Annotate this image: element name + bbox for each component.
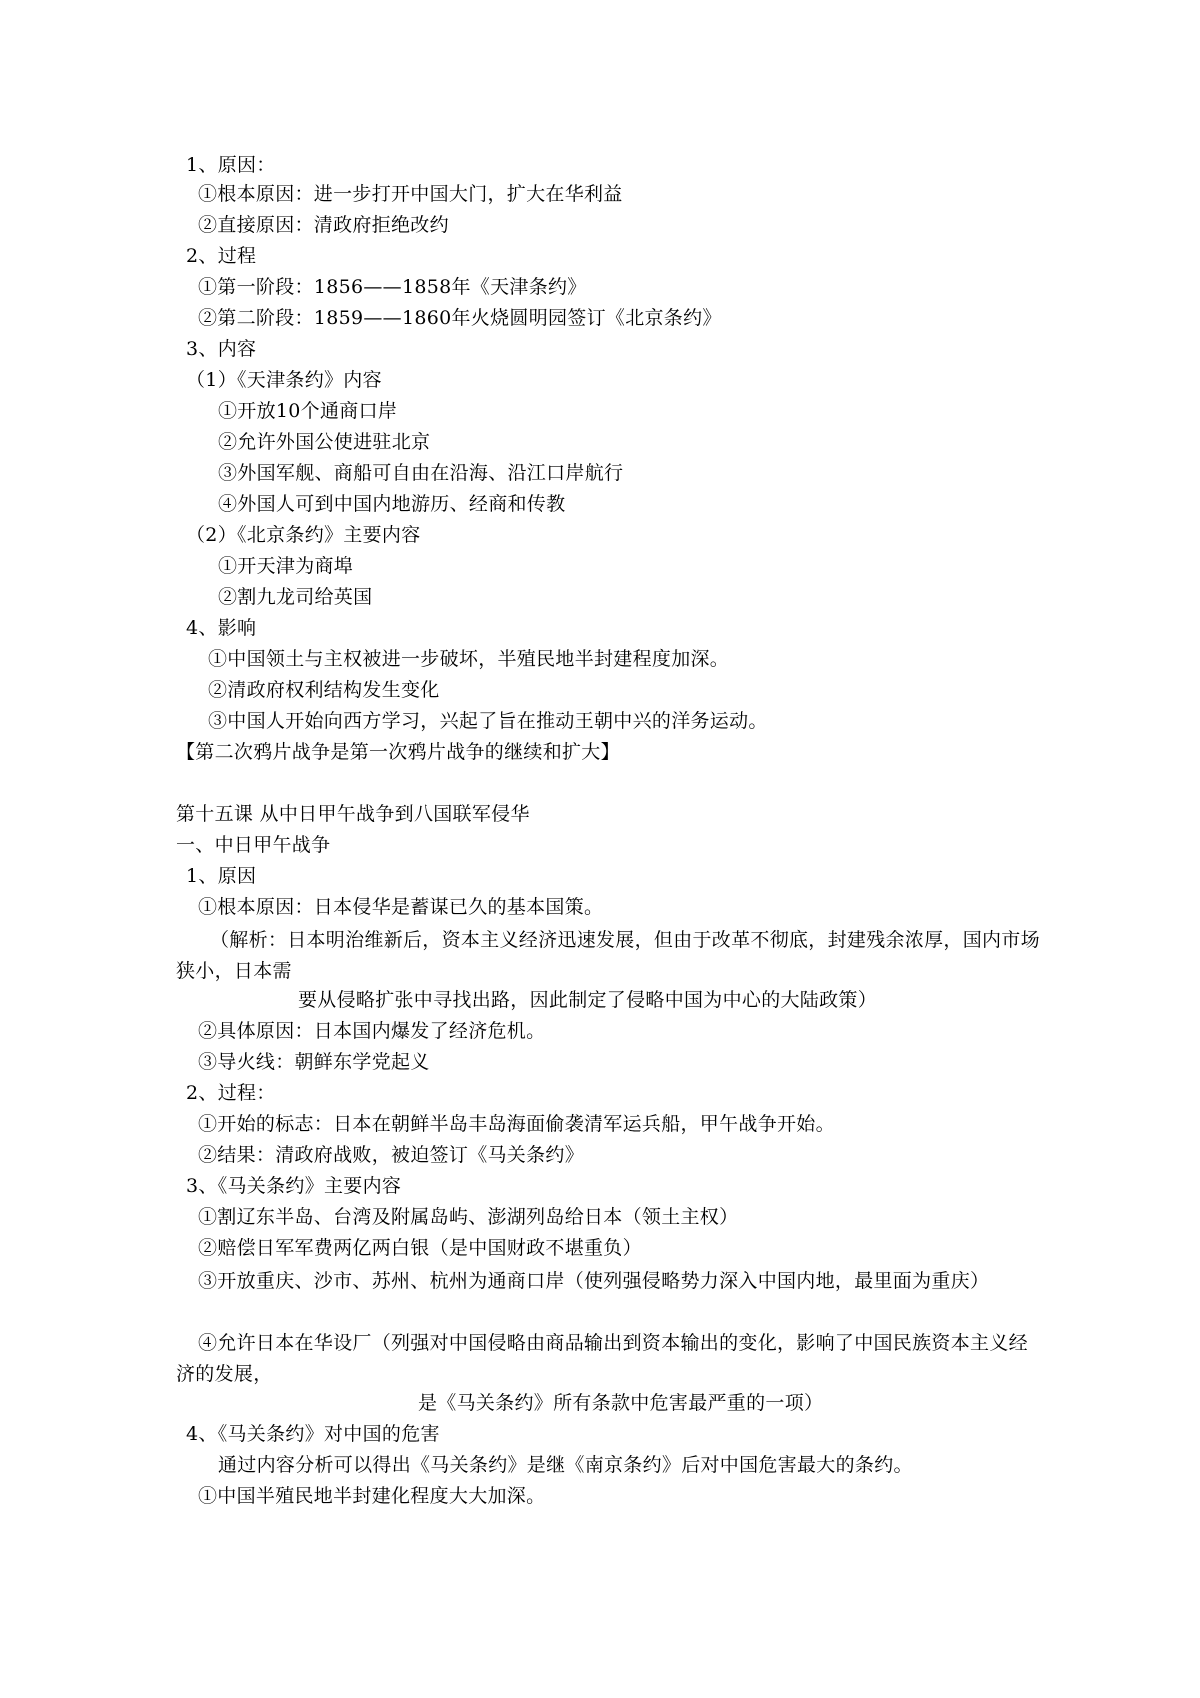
text-line: ④外国人可到中国内地游历、经商和传教 bbox=[218, 493, 566, 515]
text-line: ②具体原因：日本国内爆发了经济危机。 bbox=[198, 1020, 546, 1042]
heading-impact: 4、影响 bbox=[186, 617, 257, 639]
text-line: ②第二阶段：1859——1860年火烧圆明园签订《北京条约》 bbox=[198, 307, 722, 329]
heading-cause: 1、原因： bbox=[186, 154, 276, 176]
text-line: ②赔偿日军军费两亿两白银（是中国财政不堪重负） bbox=[198, 1237, 642, 1259]
heading-harm: 4、《马关条约》对中国的危害 bbox=[186, 1423, 440, 1445]
text-line: ②结果：清政府战败，被迫签订《马关条约》 bbox=[198, 1144, 585, 1166]
text-line: 通过内容分析可以得出《马关条约》是继《南京条约》后对中国危害最大的条约。 bbox=[218, 1454, 913, 1476]
text-line: ③中国人开始向西方学习，兴起了旨在推动王朝中兴的洋务运动。 bbox=[208, 710, 768, 732]
summary-note: 【第二次鸦片战争是第一次鸦片战争的继续和扩大】 bbox=[176, 741, 620, 763]
text-line: ①开天津为商埠 bbox=[218, 555, 354, 577]
text-line: ①中国领土与主权被进一步破坏，半殖民地半封建程度加深。 bbox=[208, 648, 730, 670]
text-line: ③导火线：朝鲜东学党起义 bbox=[198, 1051, 430, 1073]
subheading-tianjin: （1）《天津条约》内容 bbox=[186, 369, 382, 391]
text-line: ①第一阶段：1856——1858年《天津条约》 bbox=[198, 276, 587, 298]
heading-content: 3、内容 bbox=[186, 338, 257, 360]
text-paragraph: ③开放重庆、沙市、苏州、杭州为通商口岸（使列强侵略势力深入中国内地，最里面为重庆） bbox=[198, 1270, 990, 1292]
subheading-beijing: （2）《北京条约》主要内容 bbox=[186, 524, 421, 546]
text-line: ①根本原因：日本侵华是蓄谋已久的基本国策。 bbox=[198, 896, 604, 918]
heading-cause: 1、原因 bbox=[186, 865, 257, 887]
text-paragraph: ④允许日本在华设厂（列强对中国侵略由商品输出到资本输出的变化，影响了中国民族资本主义经济的发展， bbox=[176, 1332, 1028, 1385]
text-line: ②允许外国公使进驻北京 bbox=[218, 431, 431, 453]
heading-process: 2、过程 bbox=[186, 245, 257, 267]
text-line: ①开始的标志：日本在朝鲜半岛丰岛海面偷袭清军运兵船，甲午战争开始。 bbox=[198, 1113, 835, 1135]
paragraph-continuation: 是《马关条约》所有条款中危害最严重的一项） bbox=[418, 1392, 824, 1414]
analysis-paragraph: （解析：日本明治维新后，资本主义经济迅速发展，但由于改革不彻底，封建残余浓厚，国内市场狭小，日本需 bbox=[176, 929, 1040, 982]
text-line: ②割九龙司给英国 bbox=[218, 586, 373, 608]
analysis-continuation: 要从侵略扩张中寻找出路，因此制定了侵略中国为中心的大陆政策） bbox=[298, 989, 878, 1011]
text-line: ②清政府权利结构发生变化 bbox=[208, 679, 440, 701]
heading-process: 2、过程： bbox=[186, 1082, 276, 1104]
text-line: ①割辽东半岛、台湾及附属岛屿、澎湖列岛给日本（领土主权） bbox=[198, 1206, 739, 1228]
text-line: ①中国半殖民地半封建化程度大大加深。 bbox=[198, 1485, 546, 1507]
section-heading: 一、中日甲午战争 bbox=[176, 834, 331, 856]
heading-treaty-content: 3、《马关条约》主要内容 bbox=[186, 1175, 402, 1197]
text-line: ②直接原因：清政府拒绝改约 bbox=[198, 214, 449, 236]
text-line: ③外国军舰、商船可自由在沿海、沿江口岸航行 bbox=[218, 462, 624, 484]
text-line: ①开放10个通商口岸 bbox=[218, 400, 398, 422]
lesson-title: 第十五课 从中日甲午战争到八国联军侵华 bbox=[176, 803, 530, 825]
text-line: ①根本原因：进一步打开中国大门，扩大在华利益 bbox=[198, 183, 623, 205]
